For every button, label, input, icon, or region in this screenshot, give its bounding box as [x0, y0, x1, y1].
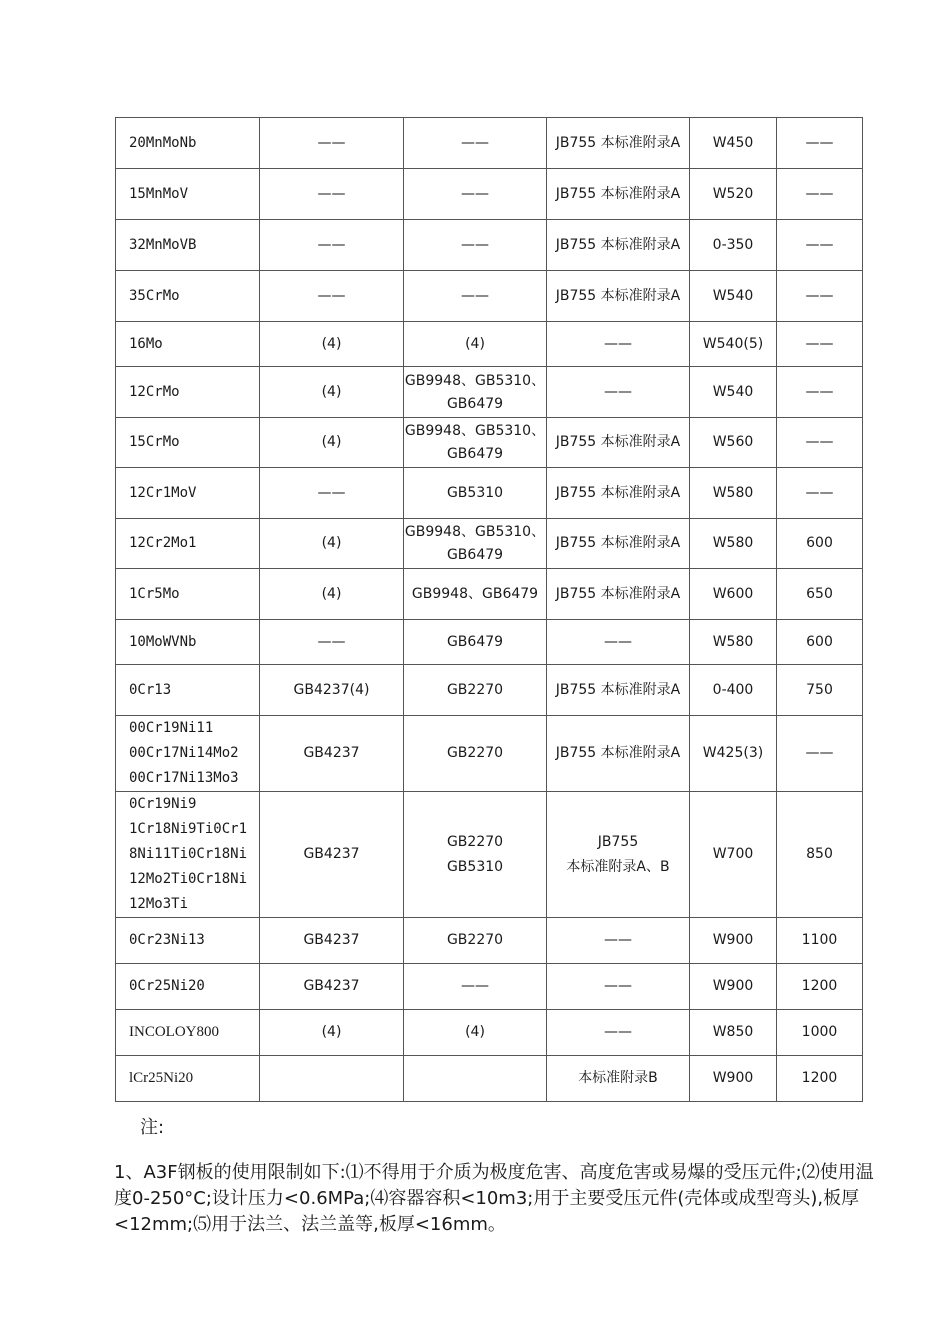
table-cell: GB2270 [404, 716, 547, 792]
table-cell: JB755 本标准附录A [547, 569, 690, 620]
table-cell: —— [404, 118, 547, 169]
table-cell: GB2270 [404, 918, 547, 964]
notes-text: 1、A3F钢板的使用限制如下:⑴不得用于介质为极度危害、高度危害或易爆的受压元件;⑵使用温度0-250°C;设计压力<0.6MPa;⑷容器容积<10m3;用于主要受压元件(壳体或成型弯头),板厚<12mm;⑸用于法兰、法兰盖等,板厚<16mm。 [114, 1162, 874, 1235]
table-row [116, 271, 863, 322]
notes-label: 注: [140, 1117, 165, 1138]
table-cell: —— [547, 1010, 690, 1056]
table-cell: 10MoWVNb [116, 620, 260, 665]
table-cell: —— [260, 468, 404, 519]
table-row [116, 519, 863, 569]
table-cell: 600 [777, 519, 863, 569]
table-cell: —— [404, 964, 547, 1010]
table-cell: 0Cr23Ni13 [116, 918, 260, 964]
table-cell: GB4237 [260, 918, 404, 964]
table-cell: GB4237(4) [260, 665, 404, 716]
table-row [116, 118, 863, 169]
table-cell [404, 519, 547, 569]
table-cell: 1200 [777, 1056, 863, 1102]
table-cell: —— [777, 468, 863, 519]
table-cell: 1000 [777, 1010, 863, 1056]
table-cell: (4) [260, 418, 404, 468]
table-row [116, 418, 863, 468]
table-cell: (4) [404, 322, 547, 367]
table-cell: JB755 本标准附录A、B [547, 792, 690, 918]
table-cell: W540(5) [690, 322, 777, 367]
table-cell: W600 [690, 569, 777, 620]
table-cell: W425(3) [690, 716, 777, 792]
table-cell: W580 [690, 519, 777, 569]
table-cell: 12Cr2Mo1 [116, 519, 260, 569]
table-cell: —— [260, 220, 404, 271]
table-cell: —— [260, 271, 404, 322]
table-cell: INCOLOY800 [116, 1010, 260, 1056]
table-cell: 35CrMo [116, 271, 260, 322]
table-cell: 0-350 [690, 220, 777, 271]
table-cell [260, 1056, 404, 1102]
table-cell: 650 [777, 569, 863, 620]
table-cell: GB4237 [260, 792, 404, 918]
table-cell: —— [404, 271, 547, 322]
table-cell: W580 [690, 620, 777, 665]
table-cell: JB755 本标准附录A [547, 716, 690, 792]
table-cell: (4) [260, 1010, 404, 1056]
table-cell: 32MnMoVB [116, 220, 260, 271]
table-row [116, 468, 863, 519]
table-cell: W560 [690, 418, 777, 468]
table-cell: GB4237 [260, 964, 404, 1010]
table-cell: W580 [690, 468, 777, 519]
table-cell: GB6479 [404, 620, 547, 665]
table-row [116, 964, 863, 1010]
table-cell: GB9948、GB6479 [404, 569, 547, 620]
table-cell: GB2270 [404, 665, 547, 716]
table-cell: JB755 本标准附录A [547, 418, 690, 468]
table-cell: —— [777, 169, 863, 220]
table-cell: JB755 本标准附录A [547, 519, 690, 569]
table-cell: (4) [260, 569, 404, 620]
steel-materials-table [115, 117, 863, 1102]
table-cell: —— [404, 169, 547, 220]
table-cell: —— [777, 367, 863, 418]
table-cell: —— [547, 367, 690, 418]
table-cell: —— [777, 716, 863, 792]
table-cell: 0Cr13 [116, 665, 260, 716]
table-cell: 1Cr5Mo [116, 569, 260, 620]
table-row [116, 792, 863, 918]
table-cell: 0Cr19Ni9 1Cr18Ni9Ti0Cr1 8Ni11Ti0Cr18Ni 12Mo2Ti0Cr18Ni 12Mo3Ti [116, 792, 260, 918]
table-cell [404, 418, 547, 468]
table-cell: W850 [690, 1010, 777, 1056]
table-cell [404, 1056, 547, 1102]
table-row [116, 620, 863, 665]
table-cell: W540 [690, 367, 777, 418]
table-cell: (4) [404, 1010, 547, 1056]
table-row [116, 367, 863, 418]
table-cell: —— [260, 169, 404, 220]
table-cell: JB755 本标准附录A [547, 220, 690, 271]
table-cell: 0-400 [690, 665, 777, 716]
table-cell: W450 [690, 118, 777, 169]
table-cell: 600 [777, 620, 863, 665]
table-cell: W700 [690, 792, 777, 918]
table-row [116, 1056, 863, 1102]
table-cell: JB755 本标准附录A [547, 271, 690, 322]
table-cell: (4) [260, 322, 404, 367]
table-cell: 12Cr1MoV [116, 468, 260, 519]
table-cell: W900 [690, 964, 777, 1010]
table-cell: JB755 本标准附录A [547, 169, 690, 220]
table-cell: —— [777, 322, 863, 367]
table-cell: W540 [690, 271, 777, 322]
table-cell: 本标准附录B [547, 1056, 690, 1102]
table-cell: JB755 本标准附录A [547, 665, 690, 716]
clipped-cell-text: GB9948、GB5310、GB6479 [404, 423, 546, 462]
table-cell: 12CrMo [116, 367, 260, 418]
table-cell: JB755 本标准附录A [547, 468, 690, 519]
table-row [116, 220, 863, 271]
table-cell: —— [260, 118, 404, 169]
table-row [116, 569, 863, 620]
table-row [116, 918, 863, 964]
table-cell: 16Mo [116, 322, 260, 367]
table-cell: W900 [690, 918, 777, 964]
table-cell: GB4237 [260, 716, 404, 792]
table-cell: 00Cr19Ni11 00Cr17Ni14Mo2 00Cr17Ni13Mo3 [116, 716, 260, 792]
table-cell: 850 [777, 792, 863, 918]
table-cell: 20MnMoNb [116, 118, 260, 169]
table-cell: —— [404, 220, 547, 271]
table-cell: W900 [690, 1056, 777, 1102]
table-cell: —— [777, 271, 863, 322]
table-cell: 15CrMo [116, 418, 260, 468]
table-cell: 1100 [777, 918, 863, 964]
table-cell: 15MnMoV [116, 169, 260, 220]
table-cell: —— [547, 322, 690, 367]
table-row [116, 169, 863, 220]
table-cell: —— [777, 118, 863, 169]
table-row [116, 322, 863, 367]
table-row [116, 1010, 863, 1056]
table-cell: —— [547, 964, 690, 1010]
table-cell: (4) [260, 367, 404, 418]
table-cell: GB5310 [404, 468, 547, 519]
table-cell: —— [777, 418, 863, 468]
clipped-cell-text: GB9948、GB5310、GB6479 [404, 372, 546, 412]
table-cell: —— [547, 918, 690, 964]
clipped-cell-text: GB9948、GB5310、GB6479 [404, 524, 546, 563]
table-cell: —— [260, 620, 404, 665]
table-cell: W520 [690, 169, 777, 220]
table-row [116, 665, 863, 716]
table-cell: 750 [777, 665, 863, 716]
table-cell [404, 367, 547, 418]
table-cell: —— [777, 220, 863, 271]
table-cell: JB755 本标准附录A [547, 118, 690, 169]
table-cell: GB2270 GB5310 [404, 792, 547, 918]
table-cell: (4) [260, 519, 404, 569]
table-row [116, 716, 863, 792]
table-cell: —— [547, 620, 690, 665]
table-cell: 0Cr25Ni20 [116, 964, 260, 1010]
table-cell: lCr25Ni20 [116, 1056, 260, 1102]
table-cell: 1200 [777, 964, 863, 1010]
